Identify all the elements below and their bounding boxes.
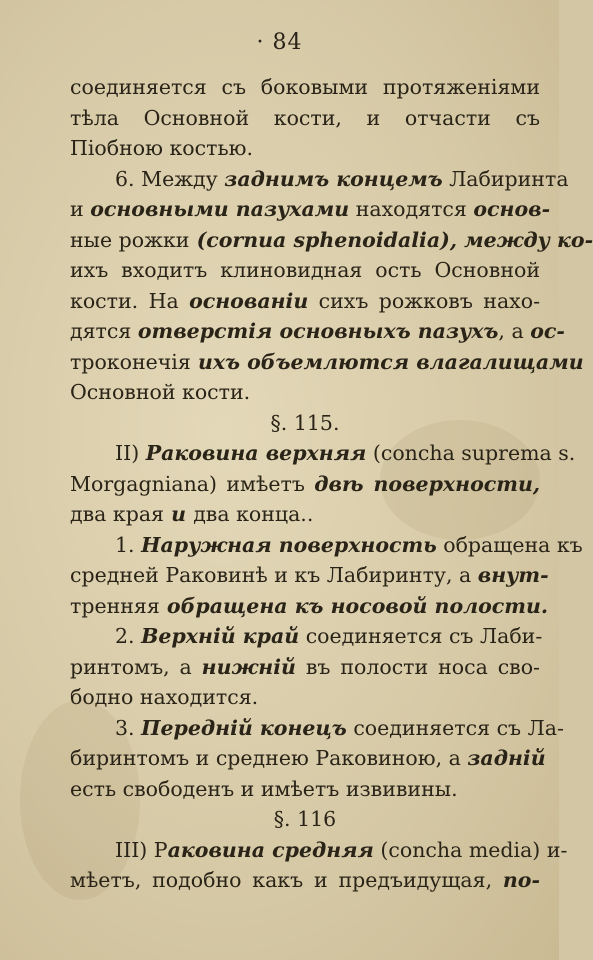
text-segment: тренняя: [70, 593, 160, 618]
text-line: [70, 347, 584, 378]
text-segment: два края: [70, 502, 164, 526]
text-line: [70, 469, 540, 500]
text-line: [70, 133, 540, 164]
text-segment: соединяется съ боковыми протяженіями: [70, 75, 540, 99]
text-line: [70, 713, 564, 744]
text-line: [70, 316, 565, 347]
text-segment: III) Р: [115, 837, 168, 862]
page-number: · 84: [256, 30, 303, 55]
italic-term: ос-: [530, 319, 565, 343]
text-segment: , а: [498, 319, 531, 343]
italic-term: нижній: [201, 654, 296, 679]
text-line: [70, 499, 540, 530]
text-line: [70, 194, 551, 225]
text-segment: средней Раковинѣ и къ Лабиринту, а: [70, 563, 478, 587]
section-heading: [70, 804, 540, 835]
italic-term: внут-: [477, 563, 549, 587]
text-line: [70, 591, 549, 622]
text-segment: ринтомъ, а: [70, 654, 202, 679]
text-segment: §. 116: [273, 807, 337, 831]
text-segment: Піобною костью.: [70, 136, 253, 160]
text-segment: Morgagniana) имѣетъ: [70, 471, 315, 496]
italic-term: (cornua sphenoidalia), между ко-: [189, 227, 593, 252]
text-line: [70, 621, 543, 652]
text-segment: бодно находится.: [70, 685, 259, 709]
text-segment: троконечія: [70, 349, 191, 374]
italic-term: отверстія основныхъ пазухъ: [137, 319, 499, 343]
text-segment: Лабиринта: [442, 166, 569, 191]
text-segment: есть свободенъ и имѣетъ извивины.: [70, 776, 458, 801]
text-segment: сихъ рожковъ нахо-: [308, 288, 540, 313]
italic-term: Наружная поверхность: [141, 532, 437, 557]
text-segment: тѣла Основной кости, и отчасти съ: [70, 105, 540, 130]
text-segment: кости. На: [70, 288, 190, 313]
text-segment: ихъ входитъ клиновидная ость Основной: [70, 258, 540, 282]
text-segment: 2.: [115, 624, 142, 648]
italic-term: основаніи: [189, 288, 309, 313]
text-line: [70, 377, 540, 408]
text-line: [70, 560, 549, 591]
italic-term: ихъ объемлются влагалищами: [190, 349, 584, 374]
text-segment: 1.: [115, 532, 142, 557]
text-line: [70, 774, 540, 805]
text-line: [70, 530, 583, 561]
text-segment: и: [70, 197, 91, 221]
text-line: [70, 835, 568, 866]
text-segment: два конца..: [193, 502, 314, 526]
text-line: [70, 164, 569, 195]
italic-term: и: [164, 502, 194, 526]
text-segment: соединяется съ Ла-: [346, 715, 564, 740]
text-line: [70, 255, 540, 286]
text-segment: ные рожки: [70, 227, 190, 252]
text-line: [70, 743, 546, 774]
italic-term: основ-: [473, 197, 551, 221]
text-segment: (concha suprema s.: [366, 441, 576, 465]
text-segment: въ полости носа сво-: [295, 654, 540, 679]
text-segment: находятся: [349, 197, 474, 221]
text-segment: 6. Между: [115, 166, 225, 191]
text-segment: мѣетъ, подобно какъ и предъидущая,: [70, 868, 503, 892]
text-segment: Основной кости.: [70, 380, 251, 404]
text-segment: обращена къ: [436, 532, 583, 557]
text-line: [70, 103, 540, 134]
italic-term: аковина средняя: [167, 837, 374, 862]
text-line: [70, 286, 540, 317]
italic-term: задній: [467, 746, 546, 770]
italic-term: Раковина верхняя: [145, 441, 367, 465]
text-line: [70, 225, 593, 256]
text-line: [70, 652, 540, 683]
italic-term: двѣ поверхности,: [314, 471, 540, 496]
text-line: [70, 72, 540, 103]
page-body: [70, 72, 593, 896]
text-segment: дятся: [70, 319, 138, 343]
italic-term: основными пазухами: [90, 197, 350, 221]
italic-term: Верхній край: [141, 624, 300, 648]
text-segment: 3.: [115, 715, 142, 740]
italic-term: обращена къ носовой полости.: [159, 593, 549, 618]
text-segment: биринтомъ и среднею Раковиною, а: [70, 746, 468, 770]
text-line: [70, 438, 576, 469]
text-segment: соединяется съ Лаби-: [299, 624, 543, 648]
italic-term: Передній конецъ: [141, 715, 347, 740]
text-line: [70, 682, 540, 713]
text-line: [70, 865, 540, 896]
section-heading: [70, 408, 540, 439]
text-segment: II): [115, 441, 146, 465]
text-segment: (concha media) и-: [373, 837, 568, 862]
italic-term: по-: [502, 868, 540, 892]
italic-term: заднимъ концемъ: [224, 166, 443, 191]
text-segment: §. 115.: [270, 410, 340, 435]
